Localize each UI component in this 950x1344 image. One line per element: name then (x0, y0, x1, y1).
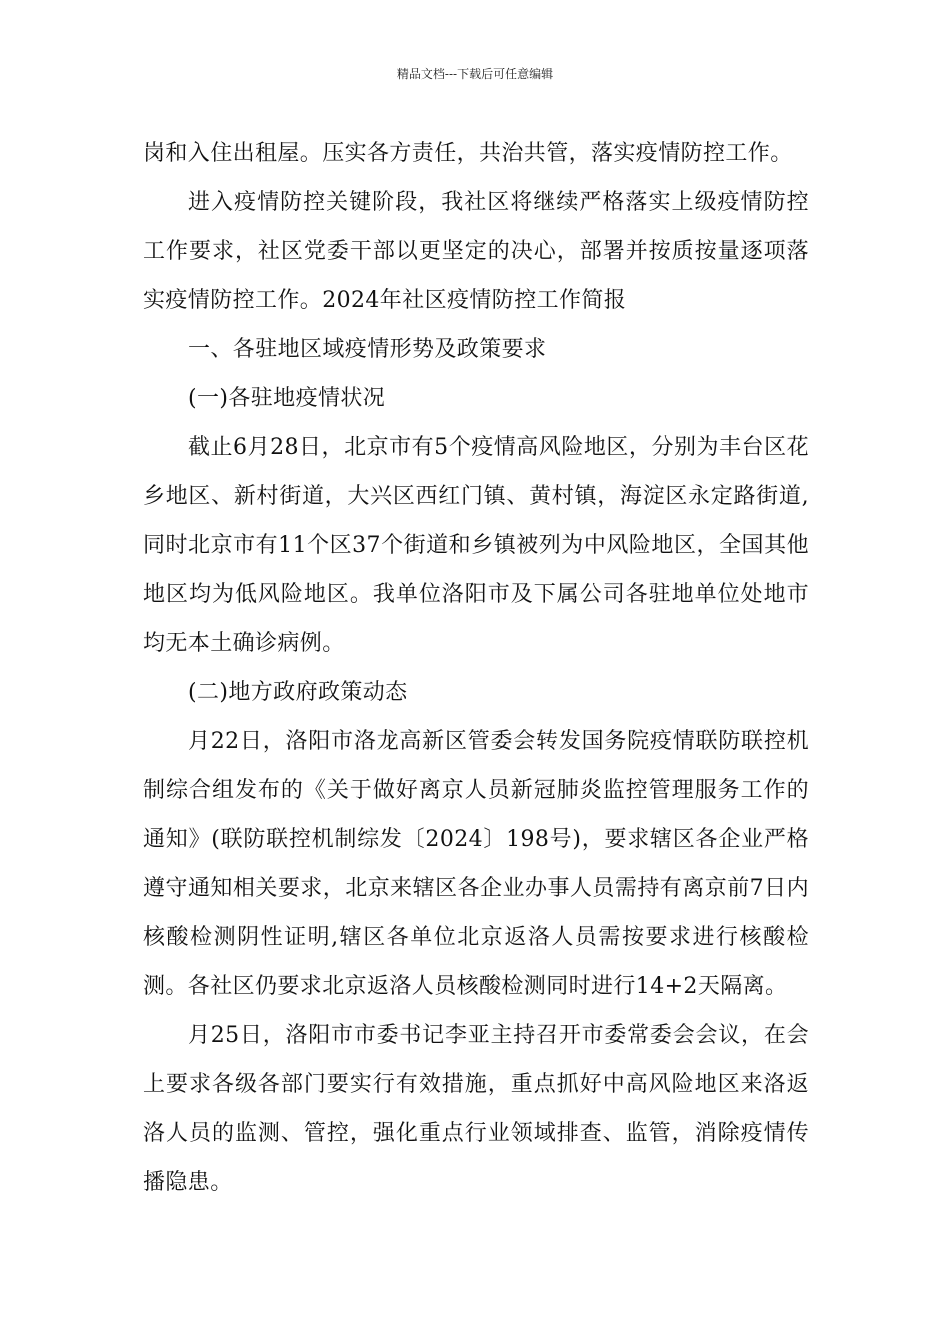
paragraph: 进入疫情防控关键阶段，我社区将继续严格落实上级疫情防控工作要求，社区党委干部以更坚定的决心，部署并按质按量逐项落实疫情防控工作。2024年社区疫情防控工作简报 (143, 190, 809, 313)
document-body (143, 129, 809, 1207)
subsection-heading: (二)地方政府政策动态 (188, 680, 408, 705)
page-header: 精品文档---下载后可任意编辑 (396, 67, 554, 81)
paragraph: 岗和入住出租屋。压实各方责任，共治共管，落实疫情防控工作。 (143, 141, 793, 166)
paragraph: 截止6月28日，北京市有5个疫情高风险地区，分别为丰台区花乡地区、新村街道，大兴区西红门镇、黄村镇，海淀区永定路街道,同时北京市有11个区37个街道和乡镇被列为中风险地区，全国其他地区均为低风险地区。我单位洛阳市及下属公司各驻地单位处地市均无本土确诊病例。 (143, 435, 809, 656)
paragraph: 月25日，洛阳市市委书记李亚主持召开市委常委会会议，在会上要求各级各部门要实行有效措施，重点抓好中高风险地区来洛返洛人员的监测、管控，强化重点行业领域排查、监管，消除疫情传播隐患。 (143, 1023, 809, 1195)
subsection-heading: (一)各驻地疫情状况 (188, 386, 386, 411)
paragraph: 月22日，洛阳市洛龙高新区管委会转发国务院疫情联防联控机制综合组发布的《关于做好离京人员新冠肺炎监控管理服务工作的通知》(联防联控机制综发〔2024〕198号)，要求辖区各企业严格遵守通知相关要求，北京来辖区各企业办事人员需持有离京前7日内核酸检测阴性证明,辖区各单位北京返洛人员需按要求进行核酸检测。各社区仍要求北京返洛人员核酸检测同时进行14+2天隔离。 (143, 729, 809, 999)
section-heading: 一、各驻地区域疫情形势及政策要求 (188, 337, 547, 362)
